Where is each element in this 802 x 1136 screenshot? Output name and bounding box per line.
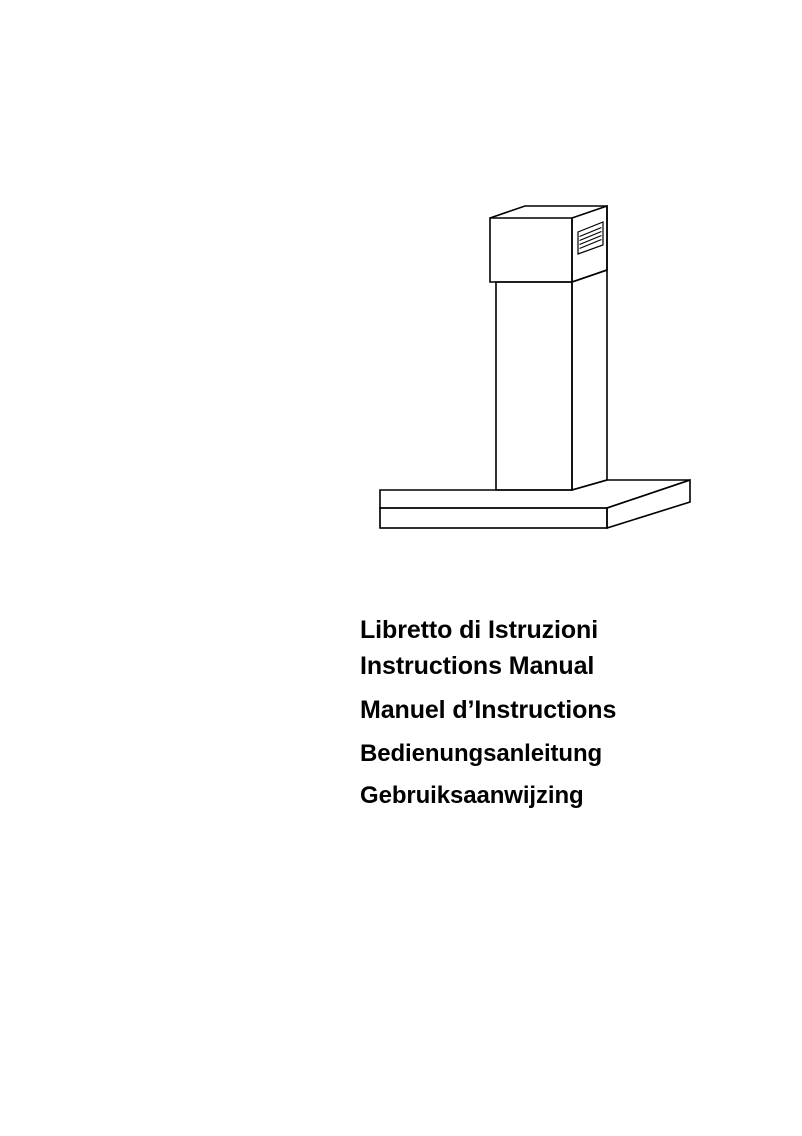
title-block [360,612,760,814]
title-german: Bedienungsanleitung [360,740,603,767]
range-hood-illustration [360,190,710,550]
title-italian: Libretto di Istruzioni [360,616,599,644]
title-english: Instructions Manual [360,652,595,680]
title-french: Manuel d’Instructions [360,696,617,724]
title-dutch: Gebruiksaanwijzing [360,782,584,809]
